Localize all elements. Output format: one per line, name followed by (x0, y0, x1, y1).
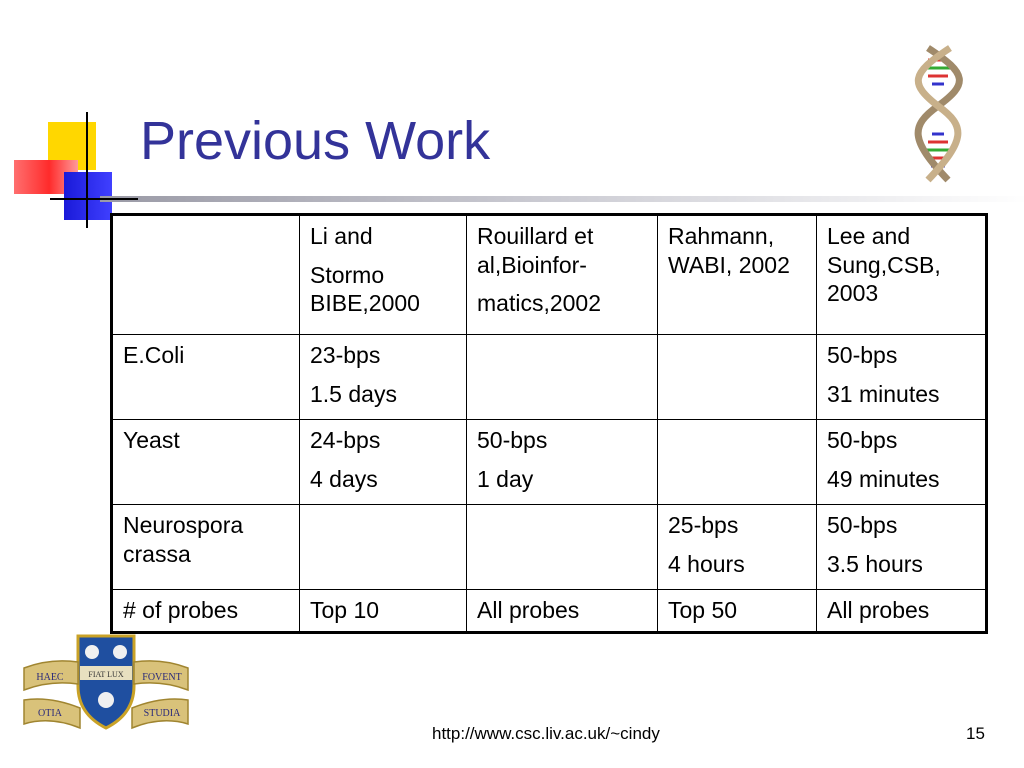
table-cell (658, 215, 817, 335)
cell-line: Stormo BIBE,2000 (310, 261, 420, 317)
table-cell (467, 420, 658, 505)
cell-line: E.Coli (123, 342, 185, 368)
cell-line: 24-bps (310, 427, 381, 453)
cell-line: Top 10 (310, 597, 380, 623)
table-cell (658, 505, 817, 590)
cell-line: All probes (827, 597, 930, 623)
slide-title: Previous Work (140, 111, 491, 171)
svg-text:FIAT LUX: FIAT LUX (88, 670, 124, 679)
cell-line: 4 hours (668, 550, 745, 577)
table-cell (658, 420, 817, 505)
table-cell (658, 335, 817, 420)
svg-text:HAEC: HAEC (36, 672, 64, 683)
cell-line: # of probes (123, 597, 239, 623)
table-row (112, 335, 987, 420)
svg-text:STUDIA: STUDIA (143, 708, 181, 719)
cell-line: 31 minutes (827, 380, 940, 407)
cell-line: Li and (310, 223, 373, 249)
table-cell (112, 215, 300, 335)
table-cell (300, 420, 467, 505)
comparison-table (110, 213, 988, 634)
table-cell (300, 215, 467, 335)
table-cell (467, 335, 658, 420)
table-cell (300, 505, 467, 590)
svg-text:FOVENT: FOVENT (142, 672, 182, 683)
table-cell (300, 590, 467, 633)
table-row (112, 590, 987, 633)
table-cell (817, 505, 987, 590)
table-cell (467, 505, 658, 590)
table-cell (817, 590, 987, 633)
cell-line: Lee and Sung,CSB, 2003 (827, 223, 941, 307)
cell-line: 4 days (310, 465, 378, 492)
cell-line: Rahmann, WABI, 2002 (668, 223, 790, 278)
table-row (112, 420, 987, 505)
cell-line: 50-bps (827, 427, 898, 453)
footer-url: http://www.csc.liv.ac.uk/~cindy (432, 724, 660, 743)
cell-line: 1.5 days (310, 380, 397, 407)
table-cell (112, 335, 300, 420)
cell-line: 50-bps (827, 512, 898, 538)
table-cell (467, 215, 658, 335)
cell-line: Yeast (123, 427, 180, 453)
table-cell (658, 590, 817, 633)
svg-text:OTIA: OTIA (38, 708, 62, 719)
cell-line: 50-bps (477, 427, 548, 453)
table-cell (300, 335, 467, 420)
cell-line: All probes (477, 597, 580, 623)
university-crest-logo (20, 632, 192, 744)
table-cell (467, 590, 658, 633)
table-cell (817, 420, 987, 505)
table-header-row (112, 215, 987, 335)
cell-line: 50-bps (827, 342, 898, 368)
cell-line: 23-bps (310, 342, 381, 368)
table-cell (817, 215, 987, 335)
cell-line: 1 day (477, 465, 534, 492)
table-cell (112, 590, 300, 633)
title-underline (100, 196, 1024, 202)
table-cell (112, 420, 300, 505)
decor-vertical-line (86, 112, 88, 228)
decor-horizontal-line (50, 198, 138, 200)
cell-line: 3.5 hours (827, 550, 923, 577)
cell-line: matics,2002 (477, 290, 602, 317)
cell-line: Neurospora crassa (123, 512, 244, 567)
cell-line: Rouillard et al,Bioinfor- (477, 223, 594, 278)
table-cell (817, 335, 987, 420)
table-row (112, 505, 987, 590)
table-cell (112, 505, 300, 590)
page-number: 15 (966, 724, 985, 743)
cell-line: Top 50 (668, 597, 738, 623)
dna-helix-icon (898, 44, 978, 184)
cell-line: 25-bps (668, 512, 739, 538)
cell-line: 49 minutes (827, 465, 940, 492)
